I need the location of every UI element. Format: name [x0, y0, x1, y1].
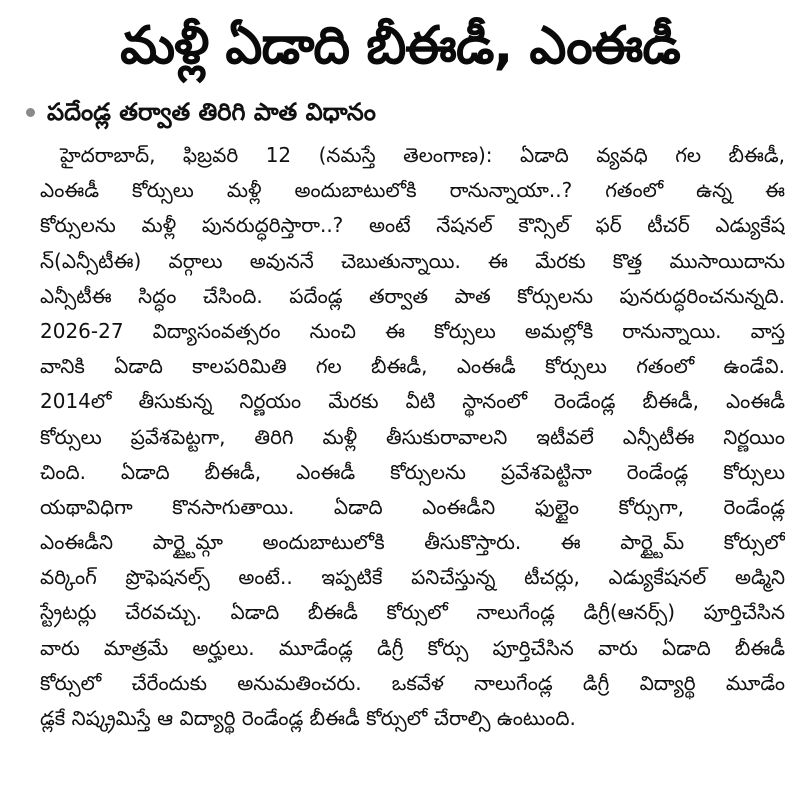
- body-line: ఎంఈడీని పార్ట్టైమ్గా అందుబాటులోకి తీసుకొస్తారు. ఈ పార్ట్టైమ్ కోర్సులో: [40, 530, 785, 555]
- body-line: ఎన్సీటీఈ సిద్ధం చేసింది. పదేండ్ల తర్వాత పాత కోర్సులను పునరుద్ధరించనున్నది.: [40, 283, 785, 308]
- body-line: డ్లకే నిష్క్రమిస్తే ఆ విద్యార్థి రెండేండ్ల బీఈడీ కోర్సులో చేరాల్సి ఉంటుంది.: [40, 706, 576, 730]
- body-line: కోర్సులో చేరేందుకు అనుమతించరు. ఒకవేళ నాలుగేండ్ల డిగ్రీ విద్యార్థి మూడేం: [40, 670, 785, 695]
- body-line: యథావిధిగా కొనసాగుతాయి. ఏడాది ఎంఈడీని ఫుల్టైం కోర్సుగా, రెండేండ్ల: [40, 494, 785, 519]
- body-line: వానికి ఏడాది కాలపరిమితి గల బీఈడీ, ఎంఈడీ కోర్సులు గతంలో ఉండేవి.: [40, 354, 785, 379]
- body-line: వర్కింగ్ ప్రొఫెషనల్స్ అంటే.. ఇప్పటికే పనిచేస్తున్న టీచర్లు, ఎడ్యుకేషనల్ అడ్మిని: [40, 565, 785, 590]
- body-line: 2026-27 విద్యాసంవత్సరం నుంచి ఈ కోర్సులు అమల్లోకి రానున్నాయి. వాస్త: [40, 318, 785, 343]
- bullet-icon: [26, 108, 35, 117]
- article-body: [40, 138, 785, 736]
- body-line: న్(ఎన్సీటీఈ) వర్గాలు అవుననే చెబుతున్నాయి. ఈ మేరకు కొత్త ముసాయిదాను: [40, 248, 785, 273]
- body-line: 2014లో తీసుకున్న నిర్ణయం మేరకు వీటి స్థానంలో రెండేండ్ల బీఈడీ, ఎంఈడీ: [40, 389, 785, 414]
- body-line: హైదరాబాద్, ఫిబ్రవరి 12 (నమస్తే తెలంగాణ): ఏడాది వ్యవధి గల బీఈడీ,: [60, 143, 785, 167]
- body-line: స్ట్రేటర్లు చేరవచ్చు. ఏడాది బీఈడీ కోర్సులో నాలుగేండ్ల డిగ్రీ(ఆనర్స్) పూర్తిచేసిన: [40, 600, 785, 625]
- subheadline-row: [26, 92, 376, 132]
- body-line: కోర్సులను మళ్లీ పునరుద్ధరిస్తారా..? అంటే నేషనల్ కౌన్సిల్ ఫర్ టీచర్ ఎడ్యుకేష: [40, 213, 785, 238]
- headline: మళ్లీ ఏడాది బీఈడీ, ఎంఈడీ: [120, 16, 680, 76]
- body-line: ఎంఈడీ కోర్సులు మళ్లీ అందుబాటులోకి రానున్నాయా..? గతంలో ఉన్న ఈ: [40, 178, 785, 203]
- body-line: వారు మాత్రమే అర్హులు. మూడేండ్ల డిగ్రీ కోర్సు పూర్తిచేసిన వారు ఏడాది బీఈడీ: [40, 635, 785, 660]
- subheadline: పదేండ్ల తర్వాత తిరిగి పాత విధానం: [47, 98, 376, 126]
- body-line: కోర్సులు ప్రవేశపెట్టగా, తిరిగి మళ్లీ తీసుకురావాలని ఇటీవలే ఎన్సీటీఈ నిర్ణయిం: [40, 424, 785, 449]
- body-line: చింది. ఏడాది బీఈడీ, ఎంఈడీ కోర్సులను ప్రవేశపెట్టినా రెండేండ్ల కోర్సులు: [40, 459, 785, 484]
